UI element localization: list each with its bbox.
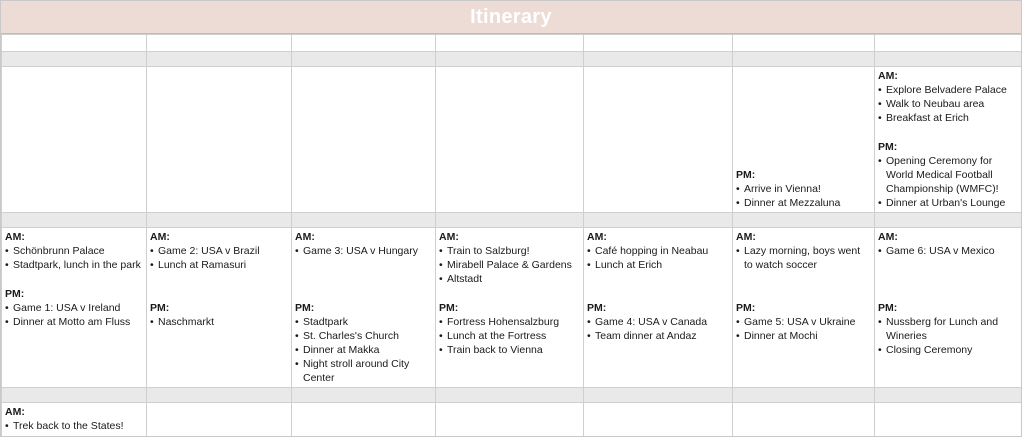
day-cell-week2-mon[interactable] xyxy=(147,228,292,388)
list-item: • Team dinner at Andaz xyxy=(587,329,729,343)
list-item: • Dinner at Mezzaluna xyxy=(736,196,871,210)
day-cell-week1-tue[interactable] xyxy=(292,67,436,213)
week1-row xyxy=(2,67,1023,213)
day-cell-week3-wed[interactable] xyxy=(436,403,584,438)
list-item: • Lazy morning, boys went to watch soccer xyxy=(736,244,871,272)
date-row-week3 xyxy=(2,388,1023,403)
list-item: • Dinner at Motto am Fluss xyxy=(5,315,143,329)
day-cell-week2-wed[interactable] xyxy=(436,228,584,388)
week2-row xyxy=(2,228,1023,388)
pm-label: PM: xyxy=(736,302,756,314)
list-item: • Naschmarkt xyxy=(150,315,288,329)
pm-list xyxy=(587,315,729,343)
day-cell-week3-mon[interactable] xyxy=(147,403,292,438)
day-header-tue[interactable]: TUE xyxy=(292,35,436,52)
am-label: AM: xyxy=(5,406,25,418)
list-item: • Stadtpark, lunch in the park xyxy=(5,258,143,272)
date-cell[interactable] xyxy=(147,388,292,403)
list-item: • Dinner at Makka xyxy=(295,343,432,357)
am-list xyxy=(150,244,288,272)
list-item: • Game 1: USA v Ireland xyxy=(5,301,143,315)
day-cell-week1-sun[interactable] xyxy=(2,67,147,213)
am-label: AM: xyxy=(878,231,898,243)
list-item: • Walk to Neubau area xyxy=(878,97,1019,111)
day-cell-week3-fri[interactable] xyxy=(733,403,875,438)
date-cell[interactable] xyxy=(875,52,1023,67)
day-header-thu[interactable]: THU xyxy=(584,35,733,52)
day-cell-week1-wed[interactable] xyxy=(436,67,584,213)
list-item: • Nussberg for Lunch and Wineries xyxy=(878,315,1019,343)
am-list xyxy=(5,419,143,433)
date-cell[interactable] xyxy=(2,52,147,67)
day-header-mon[interactable]: MON xyxy=(147,35,292,52)
list-item: • Mirabell Palace & Gardens xyxy=(439,258,580,272)
day-cell-week2-sat[interactable] xyxy=(875,228,1023,388)
list-item: • Opening Ceremony for World Medical Football Championship (WMFC)! xyxy=(878,154,1019,196)
day-cell-week2-fri[interactable] xyxy=(733,228,875,388)
pm-label: PM: xyxy=(295,302,315,314)
pm-list xyxy=(295,315,432,385)
list-item: • Lunch at Ramasuri xyxy=(150,258,288,272)
pm-list xyxy=(439,315,580,357)
day-header-row xyxy=(2,35,1023,52)
date-cell[interactable] xyxy=(436,388,584,403)
am-list xyxy=(878,244,1019,258)
itinerary-title-bar xyxy=(1,1,1021,34)
list-item: • Game 6: USA v Mexico xyxy=(878,244,1019,258)
day-cell-week1-fri[interactable] xyxy=(733,67,875,213)
list-item: • Café hopping in Neabau xyxy=(587,244,729,258)
pm-label: PM: xyxy=(587,302,607,314)
day-cell-week2-thu[interactable] xyxy=(584,228,733,388)
pm-list xyxy=(878,154,1019,210)
list-item: • Game 4: USA v Canada xyxy=(587,315,729,329)
list-item: • Train to Salzburg! xyxy=(439,244,580,258)
list-item: • Game 5: USA v Ukraine xyxy=(736,315,871,329)
date-cell[interactable] xyxy=(292,388,436,403)
list-item: • Breakfast at Erich xyxy=(878,111,1019,125)
day-cell-week3-sun[interactable] xyxy=(2,403,147,438)
date-cell[interactable] xyxy=(733,388,875,403)
list-item: • Trek back to the States! xyxy=(5,419,143,433)
day-header-fri[interactable]: FRI xyxy=(733,35,875,52)
am-list xyxy=(5,244,143,272)
page-title: Itinerary xyxy=(470,5,552,28)
date-cell[interactable] xyxy=(584,213,733,228)
list-item: • Train back to Vienna xyxy=(439,343,580,357)
am-label: AM: xyxy=(150,231,170,243)
day-cell-week2-tue[interactable] xyxy=(292,228,436,388)
day-cell-week1-sat[interactable] xyxy=(875,67,1023,213)
am-list xyxy=(878,83,1019,125)
am-list xyxy=(736,244,871,272)
day-cell-week3-sat[interactable] xyxy=(875,403,1023,438)
day-cell-week3-thu[interactable] xyxy=(584,403,733,438)
am-label: AM: xyxy=(878,70,898,82)
pm-label: PM: xyxy=(736,169,756,181)
list-item: • Fortress Hohensalzburg xyxy=(439,315,580,329)
pm-label: PM: xyxy=(878,141,898,153)
day-header-wed[interactable]: WED xyxy=(436,35,584,52)
date-cell[interactable] xyxy=(292,213,436,228)
pm-list xyxy=(5,301,143,329)
list-item: • Game 3: USA v Hungary xyxy=(295,244,432,258)
pm-label: PM: xyxy=(150,302,170,314)
list-item: • Lunch at Erich xyxy=(587,258,729,272)
pm-list xyxy=(150,315,288,329)
list-item: • Dinner at Mochi xyxy=(736,329,871,343)
list-item: • St. Charles's Church xyxy=(295,329,432,343)
list-item: • Game 2: USA v Brazil xyxy=(150,244,288,258)
pm-label: PM: xyxy=(878,302,898,314)
day-cell-week1-thu[interactable] xyxy=(584,67,733,213)
pm-label: PM: xyxy=(5,288,25,300)
am-list xyxy=(295,244,432,258)
date-cell[interactable] xyxy=(2,213,147,228)
day-cell-week1-mon[interactable] xyxy=(147,67,292,213)
am-list xyxy=(439,244,580,286)
list-item: • Stadtpark xyxy=(295,315,432,329)
date-cell[interactable] xyxy=(292,52,436,67)
day-cell-week2-sun[interactable] xyxy=(2,228,147,388)
am-label: AM: xyxy=(736,231,756,243)
date-cell[interactable] xyxy=(584,388,733,403)
list-item: • Altstadt xyxy=(439,272,580,286)
list-item: • Lunch at the Fortress xyxy=(439,329,580,343)
list-item: • Night stroll around City Center xyxy=(295,357,432,385)
list-item: • Closing Ceremony xyxy=(878,343,1019,357)
pm-label: PM: xyxy=(439,302,459,314)
day-cell-week3-tue[interactable] xyxy=(292,403,436,438)
pm-list xyxy=(736,315,871,343)
date-cell[interactable] xyxy=(875,388,1023,403)
date-cell[interactable] xyxy=(584,52,733,67)
date-cell[interactable] xyxy=(147,52,292,67)
am-label: AM: xyxy=(5,231,25,243)
date-cell[interactable] xyxy=(875,213,1023,228)
list-item: • Schönbrunn Palace xyxy=(5,244,143,258)
day-header-sun[interactable]: SUN xyxy=(2,35,147,52)
pm-list xyxy=(878,315,1019,357)
date-cell[interactable] xyxy=(2,388,147,403)
week3-row xyxy=(2,403,1023,438)
pm-list xyxy=(736,182,871,210)
am-label: AM: xyxy=(295,231,315,243)
date-row-week1 xyxy=(2,52,1023,67)
list-item: • Arrive in Vienna! xyxy=(736,182,871,196)
list-item: • Explore Belvadere Palace xyxy=(878,83,1019,97)
date-cell[interactable] xyxy=(733,213,875,228)
am-label: AM: xyxy=(439,231,459,243)
date-cell[interactable] xyxy=(147,213,292,228)
calendar-grid xyxy=(1,34,1022,437)
am-label: AM: xyxy=(587,231,607,243)
date-cell[interactable] xyxy=(436,213,584,228)
list-item: • Dinner at Urban's Lounge xyxy=(878,196,1019,210)
am-list xyxy=(587,244,729,272)
date-cell[interactable] xyxy=(733,52,875,67)
day-header-sat[interactable]: SAT xyxy=(875,35,1023,52)
date-row-week2 xyxy=(2,213,1023,228)
date-cell[interactable] xyxy=(436,52,584,67)
